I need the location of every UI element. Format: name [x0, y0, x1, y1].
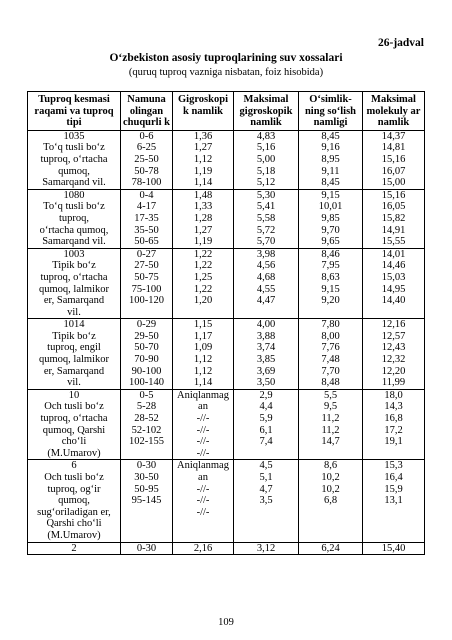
max-molecular-cell: 14,37 14,81 15,16 16,07 15,00 [363, 130, 425, 189]
depth-cell: 0-27 27-50 50-75 75-100 100-120 [121, 248, 173, 319]
depth-cell: 0-6 6-25 25-50 50-78 78-100 [121, 130, 173, 189]
max-molecular-cell: 15,16 16,05 15,82 14,91 15,55 [363, 189, 425, 248]
soil-profile-cell: 1080 To‘q tusli bo‘z tuproq, o‘rtacha qumoq, Samarqand vil. [28, 189, 121, 248]
hygroscopic-cell: Aniqlanmag an -//- -//- -//- -//- [173, 389, 234, 460]
header-cell: Namuna olingan chuqurli k [121, 92, 173, 131]
max-molecular-cell: 15,40 [363, 542, 425, 555]
max-molecular-cell: 18,0 14,3 16,8 17,2 19,1 [363, 389, 425, 460]
table-row [28, 319, 425, 390]
depth-cell: 0-4 4-17 17-35 35-50 50-65 [121, 189, 173, 248]
wilting-cell: 8,6 10,2 10,2 6,8 [299, 460, 363, 542]
depth-cell: 0-29 29-50 50-70 70-90 90-100 100-140 [121, 319, 173, 390]
table-row [28, 130, 425, 189]
wilting-cell: 8,45 9,16 8,95 9,11 8,45 [299, 130, 363, 189]
depth-cell: 0-30 [121, 542, 173, 555]
table-row [28, 389, 425, 460]
soil-profile-cell: 1035 To‘q tusli bo‘z tuproq, o‘rtacha qumoq, Samarqand vil. [28, 130, 121, 189]
max-molecular-cell: 14,01 14,46 15,03 14,95 14,40 [363, 248, 425, 319]
soil-profile-cell: 2 [28, 542, 121, 555]
page-number: 109 [218, 617, 234, 628]
hygroscopic-cell: 2,16 [173, 542, 234, 555]
soil-profile-cell: 1014 Tipik bo‘z tuproq, engil qumoq, lalmikor er, Samarqand vil. [28, 319, 121, 390]
header-cell: Maksimal gigroskopik namlik [234, 92, 299, 131]
wilting-cell: 6,24 [299, 542, 363, 555]
max-hygroscopic-cell: 4,00 3,88 3,74 3,85 3,69 3,50 [234, 319, 299, 390]
table-row [28, 542, 425, 555]
max-hygroscopic-cell: 3,12 [234, 542, 299, 555]
header-cell: O‘simlik-ning so‘lish namligi [299, 92, 363, 131]
table-title: O‘zbekiston asosiy tuproqlarining suv xossalari [109, 52, 343, 64]
hygroscopic-cell: 1,15 1,17 1,09 1,12 1,12 1,14 [173, 319, 234, 390]
hygroscopic-cell: Aniqlanmag an -//- -//- -//- [173, 460, 234, 542]
depth-cell: 0-30 30-50 50-95 95-145 [121, 460, 173, 542]
header-cell: Tuproq kesmasi raqami va tuproq tipi [28, 92, 121, 131]
max-hygroscopic-cell: 4,5 5,1 4,7 3,5 [234, 460, 299, 542]
table-row [28, 460, 425, 542]
table-number: 26-jadval [378, 37, 424, 49]
header-row [28, 92, 425, 131]
header-cell: Gigroskopi k namlik [173, 92, 234, 131]
max-molecular-cell: 12,16 12,57 12,43 12,32 12,20 11,99 [363, 319, 425, 390]
hygroscopic-cell: 1,22 1,22 1,25 1,22 1,20 [173, 248, 234, 319]
max-hygroscopic-cell: 3,98 4,56 4,68 4,55 4,47 [234, 248, 299, 319]
soil-profile-cell: 10 Och tusli bo‘z tuproq, o‘rtacha qumoq, Qarshi cho‘li (M.Umarov) [28, 389, 121, 460]
table-row [28, 248, 425, 319]
hygroscopic-cell: 1,36 1,27 1,12 1,19 1,14 [173, 130, 234, 189]
max-hygroscopic-cell: 4,83 5,16 5,00 5,18 5,12 [234, 130, 299, 189]
table-row [28, 189, 425, 248]
soil-water-table [27, 91, 425, 555]
hygroscopic-cell: 1,48 1,33 1,28 1,27 1,19 [173, 189, 234, 248]
wilting-cell: 8,46 7,95 8,63 9,15 9,20 [299, 248, 363, 319]
depth-cell: 0-5 5-28 28-52 52-102 102-155 [121, 389, 173, 460]
soil-profile-cell: 1003 Tipik bo‘z tuproq, o‘rtacha qumoq, lalmikor er, Samarqand vil. [28, 248, 121, 319]
wilting-cell: 9,15 10,01 9,85 9,70 9,65 [299, 189, 363, 248]
max-hygroscopic-cell: 2,9 4,4 5,9 6,1 7,4 [234, 389, 299, 460]
wilting-cell: 5,5 9,5 11,2 11,2 14,7 [299, 389, 363, 460]
wilting-cell: 7,80 8,00 7,76 7,48 7,70 8,48 [299, 319, 363, 390]
header-cell: Maksimal molekuly ar namlik [363, 92, 425, 131]
max-hygroscopic-cell: 5,30 5,41 5,58 5,72 5,70 [234, 189, 299, 248]
table-subtitle: (quruq tuproq vazniga nisbatan, foiz hisobida) [128, 67, 324, 78]
soil-profile-cell: 6 Och tusli bo‘z tuproq, og‘ir qumoq, sug‘oriladigan er, Qarshi cho‘li (M.Umarov) [28, 460, 121, 542]
max-molecular-cell: 15,3 16,4 15,9 13,1 [363, 460, 425, 542]
